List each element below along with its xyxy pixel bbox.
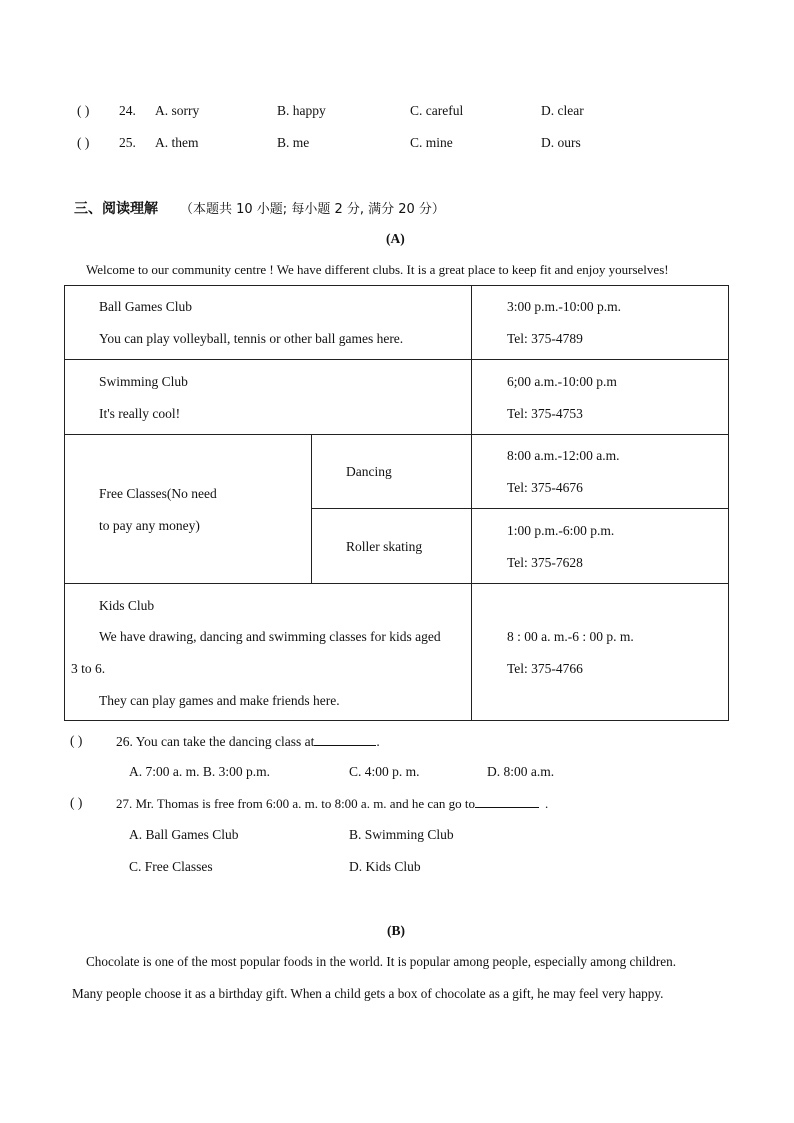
option-d: D. Kids Club <box>349 859 421 874</box>
dancing-time: 8:00 a.m.-12:00 a.m. <box>507 448 620 463</box>
option-c: C. mine <box>410 135 453 150</box>
option-b: B. happy <box>277 103 326 118</box>
swim-club-tel: Tel: 375-4753 <box>507 406 583 421</box>
kids-club-line2: 3 to 6. <box>71 661 106 676</box>
passage-b-line2: Many people choose it as a birthday gift. When a child gets a box of chocolate as a gift, he may feel very happy. <box>72 986 664 1001</box>
option-b: B. Swimming Club <box>349 827 454 842</box>
swim-club-name: Swimming Club <box>99 374 188 389</box>
kids-club-name: Kids Club <box>99 598 155 613</box>
passage-a-intro: Welcome to our community centre ! We have different clubs. It is a great place to keep fit and enjoy yourselves! <box>86 262 669 277</box>
answer-blank[interactable] <box>314 733 376 746</box>
section-note: （本题共 10 小题; 每小题 2 分, 满分 20 分） <box>180 202 445 217</box>
table-row-divider <box>64 583 729 584</box>
kids-club-line1: We have drawing, dancing and swimming classes for kids aged <box>99 629 441 644</box>
table-border-top <box>64 285 729 286</box>
option-d: D. ours <box>541 135 581 150</box>
free-classes-line1: Free Classes(No need <box>99 486 217 501</box>
club-table <box>64 285 729 721</box>
q27-text: 27. Mr. Thomas is free from 6:00 a. m. to 8:00 a. m. and he can go to <box>116 796 475 811</box>
kids-club-time: 8 : 00 a. m.-6 : 00 p. m. <box>507 629 634 644</box>
option-c: C. Free Classes <box>129 859 213 874</box>
table-border-bottom <box>64 720 729 721</box>
answer-paren: ( ) <box>70 795 83 810</box>
roller-name: Roller skating <box>346 539 423 554</box>
passage-b-label: (B) <box>387 923 405 938</box>
answer-blank[interactable] <box>475 795 539 808</box>
table-row-divider <box>64 359 729 360</box>
q27-text-wrap <box>116 795 548 812</box>
question-number: 24. <box>119 103 136 118</box>
q26-text: 26. You can take the dancing class at <box>116 734 315 749</box>
option-a: A. them <box>155 135 199 150</box>
answer-paren: ( ) <box>77 103 90 118</box>
passage-b-line1: Chocolate is one of the most popular foods in the world. It is popular among people, especially among children. <box>86 954 677 969</box>
swim-club-desc: It's really cool! <box>99 406 181 421</box>
dancing-tel: Tel: 375-4676 <box>507 480 583 495</box>
roller-tel: Tel: 375-7628 <box>507 555 583 570</box>
ball-club-desc: You can play volleyball, tennis or other ball games here. <box>99 331 404 346</box>
roller-time: 1:00 p.m.-6:00 p.m. <box>507 523 615 538</box>
dancing-name: Dancing <box>346 464 392 479</box>
swim-club-time: 6;00 a.m.-10:00 p.m <box>507 374 617 389</box>
q26-text-wrap <box>116 733 380 750</box>
option-a: A. Ball Games Club <box>129 827 239 842</box>
ball-club-tel: Tel: 375-4789 <box>507 331 583 346</box>
table-border-left <box>64 285 65 721</box>
answer-paren: ( ) <box>77 135 90 150</box>
table-col-divider <box>471 285 472 721</box>
option-a-b: A. 7:00 a. m. B. 3:00 p.m. <box>129 764 270 779</box>
passage-a-label: (A) <box>386 231 405 246</box>
answer-paren: ( ) <box>70 733 83 748</box>
option-b: B. me <box>277 135 310 150</box>
table-row-divider <box>64 434 729 435</box>
option-a: A. sorry <box>155 103 200 118</box>
q27-end: . <box>545 796 549 811</box>
option-d: D. clear <box>541 103 584 118</box>
q26-end: . <box>376 734 380 749</box>
question-number: 25. <box>119 135 136 150</box>
option-c: C. careful <box>410 103 464 118</box>
option-d: D. 8:00 a.m. <box>487 764 555 779</box>
ball-club-time: 3:00 p.m.-10:00 p.m. <box>507 299 621 314</box>
kids-club-line3: They can play games and make friends here. <box>99 693 340 708</box>
ball-club-name: Ball Games Club <box>99 299 192 314</box>
option-c: C. 4:00 p. m. <box>349 764 420 779</box>
table-border-right <box>728 285 729 721</box>
section-title: 三、阅读理解 <box>74 201 158 217</box>
table-subrow-divider <box>311 508 729 509</box>
free-classes-line2: to pay any money) <box>99 518 200 533</box>
kids-club-tel: Tel: 375-4766 <box>507 661 583 676</box>
